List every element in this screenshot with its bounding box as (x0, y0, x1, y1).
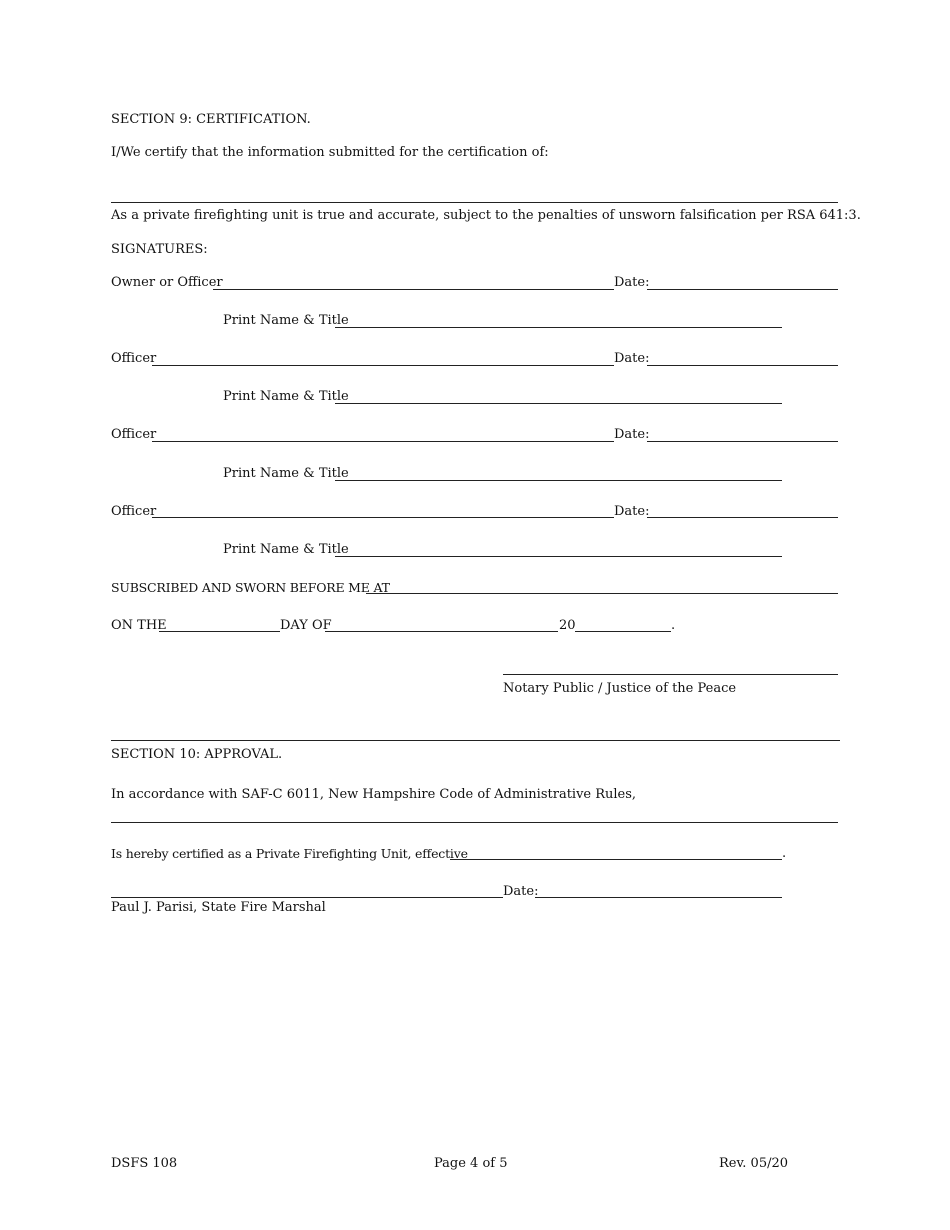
section-10-heading: SECTION 10: APPROVAL. (111, 747, 283, 762)
form-id: DSFS 108 (111, 1156, 178, 1171)
certification-subject-field[interactable] (111, 202, 838, 203)
date-label: Date: (614, 427, 650, 442)
signer-role-label: Officer (111, 351, 157, 366)
certification-intro: I/We certify that the information submitted for the certification of: (111, 145, 549, 160)
print-name-label: Print Name & Title (223, 313, 349, 328)
year-prefix: 20 (559, 618, 576, 633)
year-period: . (671, 618, 676, 633)
signature-field[interactable] (213, 289, 614, 290)
notary-signature-field[interactable] (503, 674, 838, 675)
signer-role-label: Officer (111, 504, 157, 519)
page-number: Page 4 of 5 (434, 1156, 508, 1171)
effective-period: . (782, 846, 787, 861)
signer-role-label: Officer (111, 427, 157, 442)
date-field[interactable] (647, 517, 838, 518)
print-name-field[interactable] (335, 327, 782, 328)
print-name-label: Print Name & Title (223, 466, 349, 481)
signature-field[interactable] (152, 517, 614, 518)
day-number-field[interactable] (159, 631, 280, 632)
date-label: Date: (614, 275, 650, 290)
print-name-field[interactable] (335, 556, 782, 557)
year-field[interactable] (575, 631, 671, 632)
print-name-field[interactable] (335, 403, 782, 404)
sworn-location-field[interactable] (366, 593, 838, 594)
signature-field[interactable] (152, 441, 614, 442)
print-name-label: Print Name & Title (223, 389, 349, 404)
on-the-label: ON THE (111, 618, 167, 633)
certification-statement: As a private firefighting unit is true and accurate, subject to the penalties of unsworn falsification per RSA 641:3. (111, 208, 861, 223)
date-field[interactable] (647, 365, 838, 366)
date-label: Date: (503, 884, 539, 899)
approval-accordance-text: In accordance with SAF-C 6011, New Hampshire Code of Administrative Rules, (111, 787, 637, 802)
date-label: Date: (614, 504, 650, 519)
month-field[interactable] (325, 631, 558, 632)
section-9-heading: SECTION 9: CERTIFICATION. (111, 112, 311, 127)
fire-marshal-name: Paul J. Parisi, State Fire Marshal (111, 900, 326, 915)
date-field[interactable] (647, 441, 838, 442)
effective-date-field[interactable] (450, 859, 782, 860)
day-of-label: DAY OF (280, 618, 332, 633)
signatures-label: SIGNATURES: (111, 242, 208, 257)
print-name-label: Print Name & Title (223, 542, 349, 557)
date-label: Date: (614, 351, 650, 366)
signer-role-label: Owner or Officer (111, 275, 223, 290)
notary-label: Notary Public / Justice of the Peace (503, 681, 737, 696)
certified-label: Is hereby certified as a Private Firefighting Unit, effective (111, 846, 468, 861)
date-field[interactable] (647, 289, 838, 290)
fire-marshal-signature-field[interactable] (111, 897, 503, 898)
signature-field[interactable] (152, 365, 614, 366)
section-divider (111, 740, 840, 741)
approval-date-field[interactable] (535, 897, 782, 898)
approved-unit-field[interactable] (111, 822, 838, 823)
revision-label: Rev. 05/20 (719, 1156, 789, 1171)
sworn-label: SUBSCRIBED AND SWORN BEFORE ME AT (111, 580, 390, 595)
print-name-field[interactable] (335, 480, 782, 481)
